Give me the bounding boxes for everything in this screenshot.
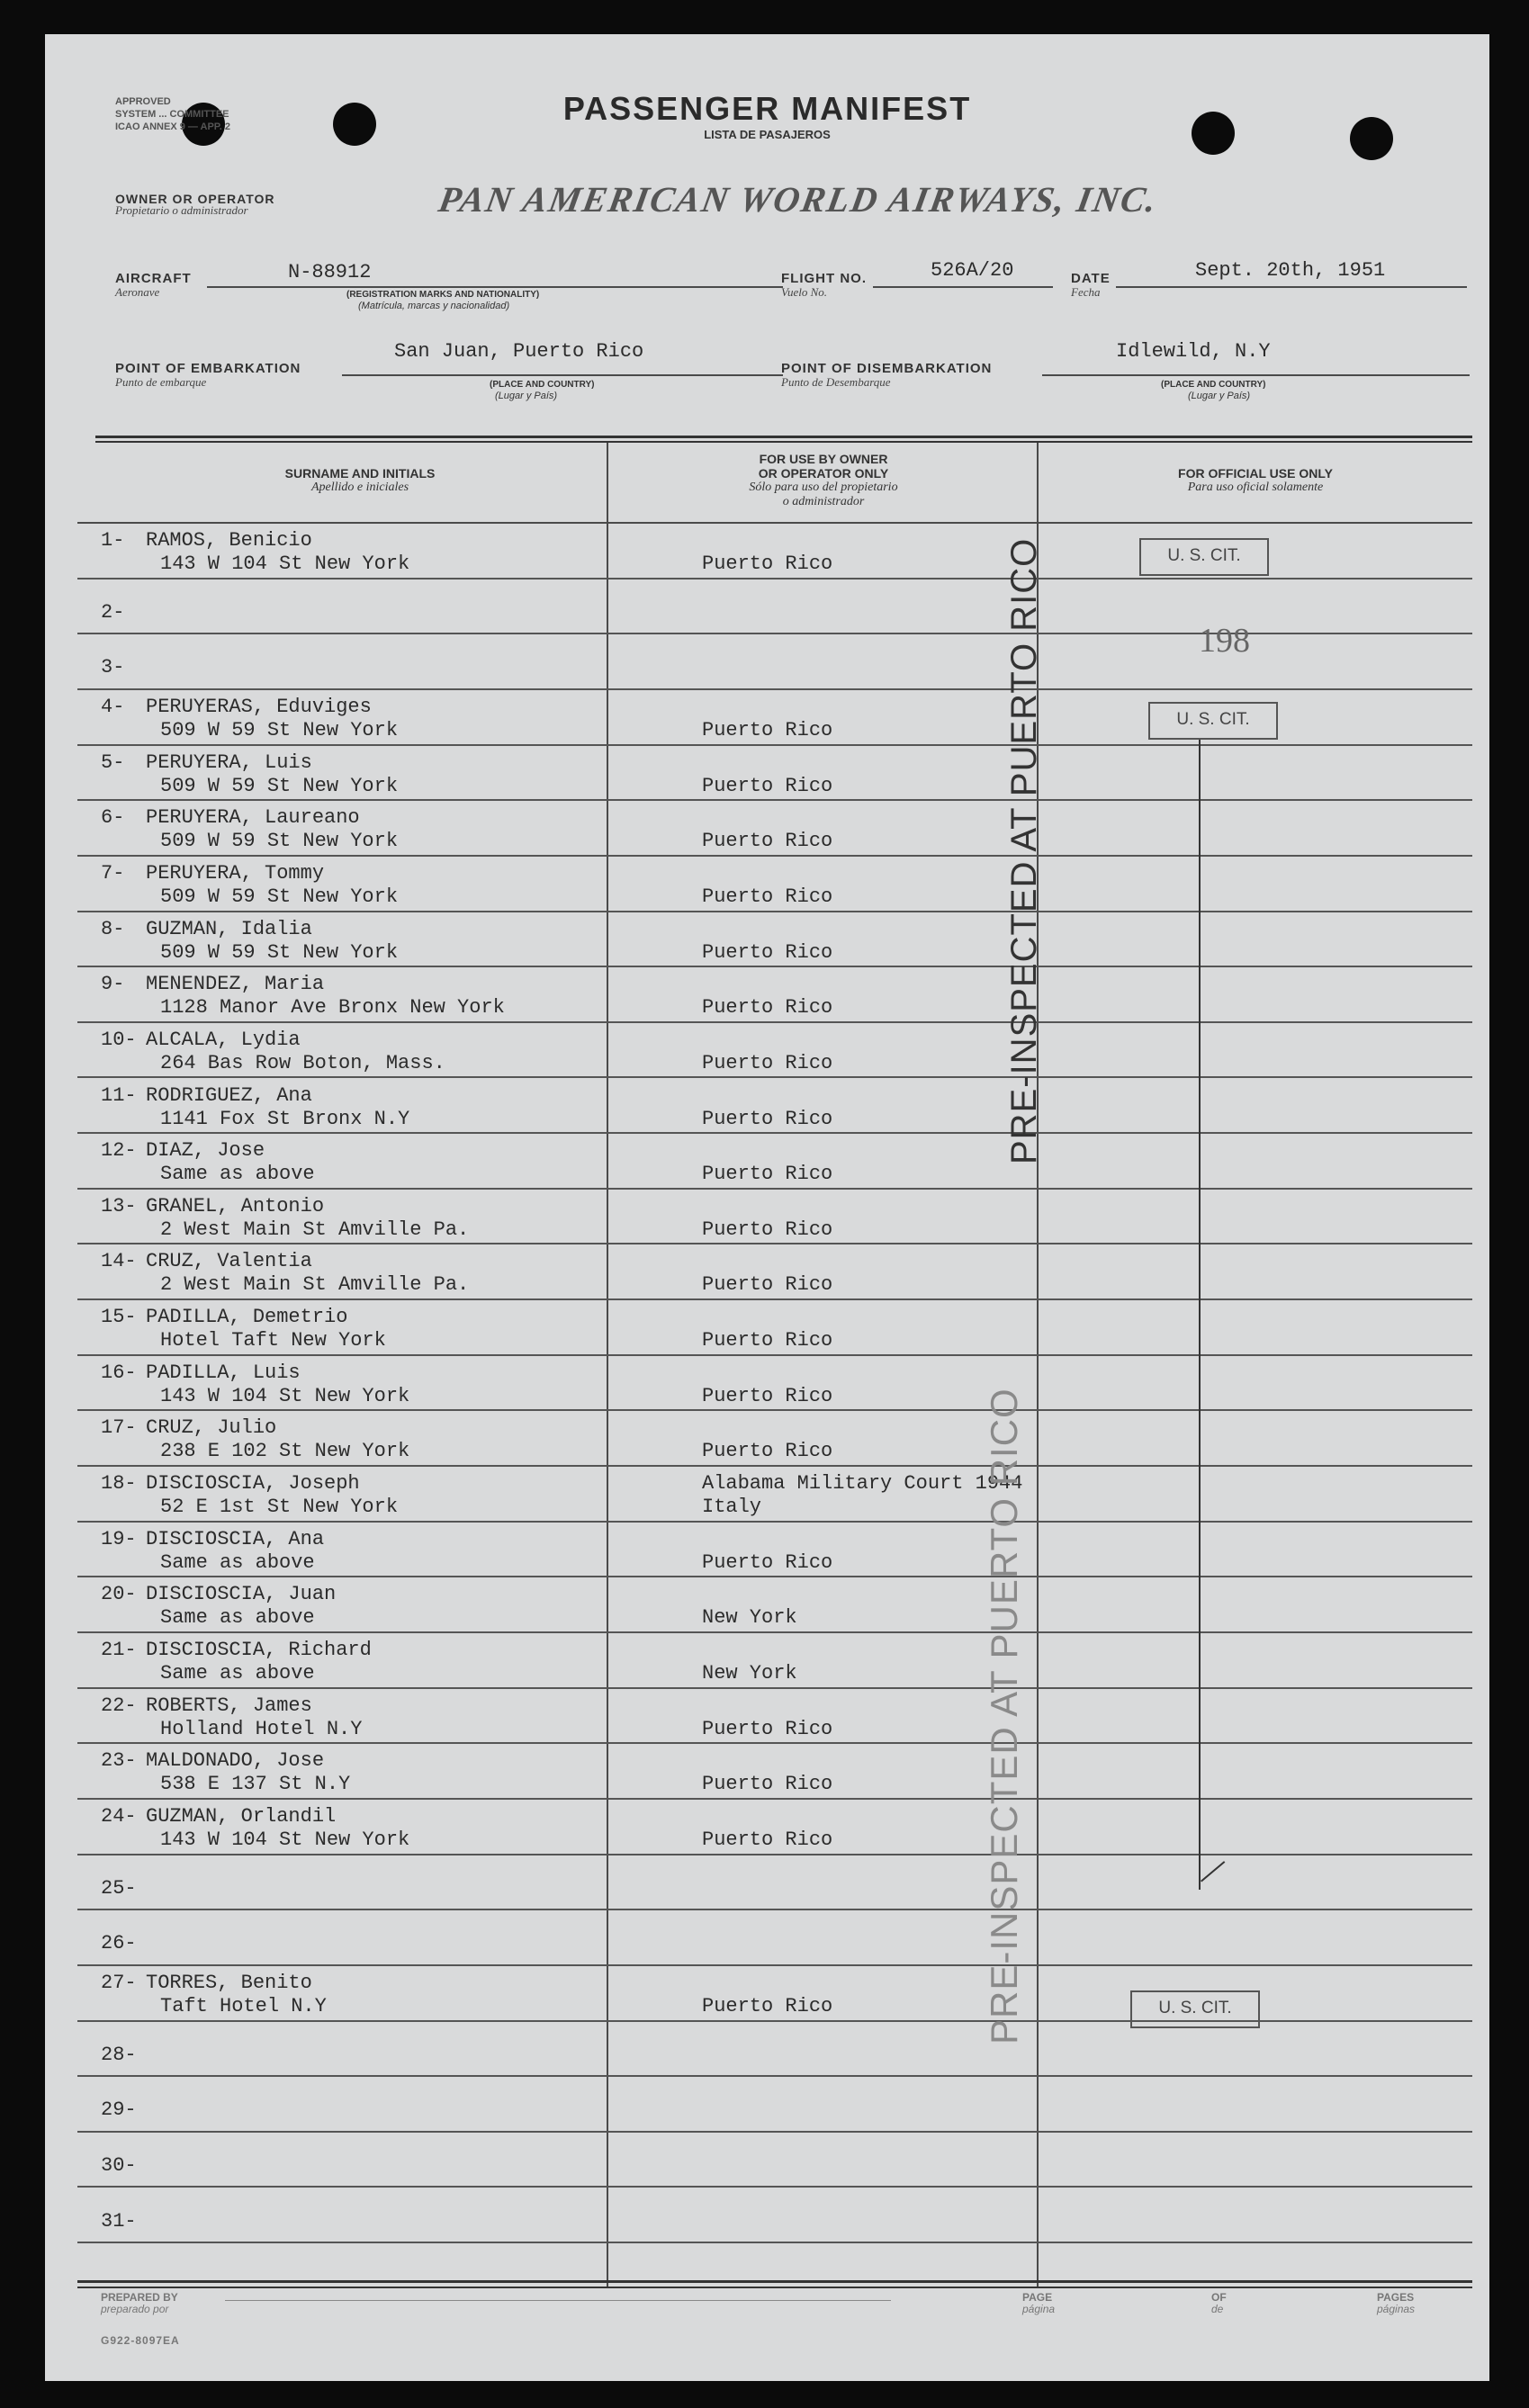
- passenger-address: 52 E 1st St New York: [160, 1496, 399, 1519]
- table-row: [45, 1244, 1489, 1300]
- disembark-value: Idlewild, N.Y: [1116, 340, 1271, 363]
- row-number: 14-: [101, 1250, 137, 1273]
- row-number: 5-: [101, 750, 125, 774]
- passenger-address: 2 West Main St Amville Pa.: [160, 1217, 470, 1241]
- passenger-address: 264 Bas Row Boton, Mass.: [160, 1051, 445, 1074]
- aircraft-rule: [207, 286, 783, 288]
- passenger-name: PERUYERA, Luis: [146, 750, 312, 774]
- us-citizen-stamp-3: U. S. CIT.: [1130, 1990, 1260, 2028]
- row-number: 12-: [101, 1139, 137, 1163]
- passenger-address: Hotel Taft New York: [160, 1329, 386, 1352]
- table-row: [45, 1190, 1489, 1245]
- passenger-name: GUZMAN, Idalia: [146, 917, 312, 940]
- surname-header-sub: Apellido e iniciales: [310, 481, 409, 494]
- page-title: PASSENGER MANIFEST: [562, 90, 972, 127]
- passenger-count: 198: [1199, 622, 1250, 660]
- passenger-address: 2 West Main St Amville Pa.: [160, 1273, 470, 1297]
- passenger-name: RAMOS, Benicio: [146, 529, 312, 552]
- embark-rule: [342, 374, 783, 376]
- row-number: 11-: [101, 1083, 137, 1107]
- row-number: 20-: [101, 1583, 137, 1606]
- pages-label: PAGES: [1377, 2291, 1415, 2304]
- passenger-address: Same as above: [160, 1606, 315, 1630]
- table-row: [45, 857, 1489, 912]
- table-row: [45, 1523, 1489, 1578]
- table-bottom-rule-1: [77, 2280, 1472, 2283]
- table-row: [45, 524, 1489, 580]
- row-number: 6-: [101, 806, 125, 830]
- passenger-address: Holland Hotel N.Y: [160, 1717, 363, 1740]
- disembark-rule: [1042, 374, 1470, 376]
- bracket-line: [1199, 740, 1201, 1890]
- row-number: 21-: [101, 1639, 137, 1661]
- table-row: [45, 1467, 1489, 1523]
- row-number: 22-: [101, 1694, 137, 1717]
- owner-use-entry: New York: [702, 1606, 797, 1630]
- approved-line-3: ICAO ANNEX 9 — APP. 2: [115, 121, 230, 132]
- passenger-name: DISCIOSCIA, Ana: [146, 1527, 325, 1550]
- table-row: [45, 1300, 1489, 1356]
- passenger-address: 509 W 59 St New York: [160, 940, 399, 964]
- of-label: OF: [1211, 2291, 1227, 2304]
- table-row: [45, 580, 1489, 635]
- passenger-name: TORRES, Benito: [146, 1971, 312, 1994]
- row-rule: [77, 2242, 1472, 2243]
- date-value: Sept. 20th, 1951: [1195, 259, 1386, 282]
- table-row: [45, 1744, 1489, 1800]
- passenger-name: GUZMAN, Orlandil: [146, 1804, 337, 1828]
- passenger-address: 509 W 59 St New York: [160, 830, 399, 853]
- passenger-address: 143 W 104 St New York: [160, 1828, 410, 1851]
- surname-header-title: SURNAME AND INITIALS: [284, 466, 436, 481]
- owner-use-entry: Puerto Rico: [702, 1440, 833, 1463]
- owner-use-entry: Puerto Rico: [702, 1051, 833, 1074]
- row-number: 2-: [101, 600, 125, 624]
- date-label: DATE: [1071, 271, 1111, 286]
- passenger-address: 509 W 59 St New York: [160, 718, 399, 741]
- preinspected-stamp-1: PRE-INSPECTED AT PUERTO RICO: [1004, 537, 1044, 1164]
- owner-label: OWNER OR OPERATOR: [115, 192, 275, 206]
- owner-use-entry: Puerto Rico: [702, 553, 833, 575]
- form-number: G922-8097EA: [101, 2334, 180, 2347]
- passenger-address: 538 E 137 St N.Y: [160, 1773, 351, 1796]
- table-row: [45, 2188, 1489, 2244]
- passenger-name: DIAZ, Jose: [146, 1139, 265, 1163]
- table-row: [45, 1356, 1489, 1412]
- passenger-address: 509 W 59 St New York: [160, 774, 399, 797]
- row-number: 23-: [101, 1749, 137, 1773]
- owner-use-entry: Puerto Rico: [702, 1163, 833, 1186]
- row-number: 15-: [101, 1306, 137, 1329]
- passenger-name: GRANEL, Antonio: [146, 1194, 325, 1217]
- row-number: 13-: [101, 1194, 137, 1217]
- passenger-address: Same as above: [160, 1662, 315, 1685]
- passenger-name: PADILLA, Demetrio: [146, 1306, 348, 1329]
- passenger-address: 143 W 104 St New York: [160, 1384, 410, 1407]
- table-row: [45, 1577, 1489, 1633]
- table-row: [45, 1411, 1489, 1467]
- passenger-name: ALCALA, Lydia: [146, 1028, 301, 1051]
- row-number: 17-: [101, 1416, 137, 1440]
- owner-use-entry: Puerto Rico: [702, 1384, 833, 1407]
- pages-sublabel: páginas: [1377, 2303, 1416, 2315]
- disembark-place-note: (PLACE AND COUNTRY): [1161, 380, 1266, 390]
- row-number: 29-: [101, 2098, 137, 2122]
- owner-use-entry: Puerto Rico: [702, 940, 833, 964]
- owner-use-entry: Puerto Rico: [702, 1107, 833, 1130]
- page-sublabel: página: [1022, 2303, 1056, 2315]
- owner-use-entry: Puerto Rico: [702, 718, 833, 741]
- passenger-address: 509 W 59 St New York: [160, 885, 399, 908]
- owner-use-entry: Alabama Military Court 1944: [702, 1472, 1023, 1496]
- embark-place-note-es: (Lugar y País): [495, 391, 558, 401]
- table-row: [45, 912, 1489, 968]
- passenger-name: RODRIGUEZ, Ana: [146, 1083, 312, 1107]
- page-label: PAGE: [1022, 2291, 1053, 2304]
- table-top-rule-2: [95, 441, 1472, 443]
- table-row: [45, 1079, 1489, 1135]
- embark-place-note: (PLACE AND COUNTRY): [490, 380, 595, 390]
- row-number: 3-: [101, 656, 125, 679]
- passenger-name: PERUYERA, Tommy: [146, 861, 325, 885]
- table-row: [45, 2133, 1489, 2188]
- passenger-name: ROBERTS, James: [146, 1694, 312, 1717]
- table-row: [45, 801, 1489, 857]
- page-subtitle: LISTA DE PASAJEROS: [704, 128, 831, 141]
- owner-use-entry: Puerto Rico: [702, 996, 833, 1020]
- table-row: [45, 967, 1489, 1023]
- row-number: 28-: [101, 2043, 137, 2066]
- table-row: [45, 746, 1489, 802]
- row-number: 18-: [101, 1472, 137, 1496]
- disembark-label: POINT OF DISEMBARKATION: [781, 361, 993, 376]
- owner-use-entry-2: Italy: [702, 1496, 762, 1519]
- of-sublabel: de: [1211, 2303, 1224, 2315]
- row-number: 26-: [101, 1932, 137, 1955]
- owner-use-entry: New York: [702, 1662, 797, 1685]
- owner-use-entry: Puerto Rico: [702, 1717, 833, 1740]
- passenger-name: PERUYERA, Laureano: [146, 806, 360, 830]
- row-number: 8-: [101, 917, 125, 940]
- table-row: [45, 1633, 1489, 1689]
- owner-use-header-sub-2: o administrador: [782, 495, 865, 508]
- owner-use-entry: Puerto Rico: [702, 1217, 833, 1241]
- table-row: [45, 1800, 1489, 1855]
- owner-use-entry: Puerto Rico: [702, 830, 833, 853]
- prepared-by-rule: [225, 2300, 891, 2301]
- aircraft-value: N-88912: [288, 261, 372, 283]
- prepared-by-label: PREPARED BY: [101, 2291, 178, 2304]
- passenger-name: MALDONADO, Jose: [146, 1749, 325, 1773]
- row-number: 4-: [101, 695, 125, 718]
- disembark-place-note-es: (Lugar y País): [1188, 391, 1251, 401]
- aircraft-sublabel: Aeronave: [115, 285, 160, 299]
- row-number: 10-: [101, 1028, 137, 1051]
- flight-sublabel: Vuelo No.: [781, 285, 828, 299]
- passenger-address: Same as above: [160, 1550, 315, 1574]
- owner-use-entry: Puerto Rico: [702, 885, 833, 908]
- us-citizen-stamp-2: U. S. CIT.: [1148, 702, 1278, 740]
- owner-use-header-title-1: FOR USE BY OWNER: [759, 452, 888, 466]
- owner-use-entry: Puerto Rico: [702, 1773, 833, 1796]
- table-row: [45, 1023, 1489, 1079]
- row-number: 19-: [101, 1527, 137, 1550]
- preinspected-stamp-2: PRE-INSPECTED AT PUERTO RICO: [983, 1388, 1025, 2044]
- owner-use-entry: Puerto Rico: [702, 1828, 833, 1851]
- row-number: 27-: [101, 1971, 137, 1994]
- owner-use-header-title-2: OR OPERATOR ONLY: [758, 466, 889, 481]
- passenger-name: PADILLA, Luis: [146, 1361, 301, 1384]
- operator-name: PAN AMERICAN WORLD AIRWAYS, INC.: [436, 179, 1162, 220]
- aircraft-label: AIRCRAFT: [115, 271, 192, 286]
- passenger-name: CRUZ, Valentia: [146, 1250, 312, 1273]
- date-sublabel: Fecha: [1071, 285, 1101, 299]
- owner-use-entry: Puerto Rico: [702, 1273, 833, 1297]
- official-use-header-title: FOR OFFICIAL USE ONLY: [1178, 466, 1333, 481]
- table-row: [45, 1689, 1489, 1745]
- passenger-address: 143 W 104 St New York: [160, 553, 410, 575]
- owner-use-header-sub-1: Sólo para uso del propietario: [749, 481, 898, 494]
- disembark-sublabel: Punto de Desembarque: [781, 375, 891, 389]
- approved-line-1: APPROVED: [115, 96, 171, 107]
- passenger-name: MENENDEZ, Maria: [146, 973, 325, 996]
- row-number: 31-: [101, 2209, 137, 2233]
- table-row: [45, 1910, 1489, 1966]
- owner-sublabel: Propietario o administrador: [115, 203, 248, 217]
- row-number: 30-: [101, 2153, 137, 2177]
- prepared-by-sublabel: preparado por: [101, 2303, 169, 2315]
- table-top-rule-1: [95, 436, 1472, 438]
- owner-use-entry: Puerto Rico: [702, 1994, 833, 2017]
- date-rule: [1116, 286, 1467, 288]
- row-number: 7-: [101, 861, 125, 885]
- manifest-sheet: [45, 34, 1489, 2381]
- table-row: [45, 1855, 1489, 1911]
- official-use-header-sub: Para uso oficial solamente: [1187, 481, 1324, 494]
- us-citizen-stamp-1: U. S. CIT.: [1139, 538, 1269, 576]
- table-row: [45, 2077, 1489, 2133]
- flight-rule: [873, 286, 1053, 288]
- table-bottom-rule-2: [77, 2287, 1472, 2288]
- aircraft-note: (REGISTRATION MARKS AND NATIONALITY): [346, 290, 540, 300]
- passenger-name: DISCIOSCIA, Richard: [146, 1639, 372, 1661]
- owner-use-entry: Puerto Rico: [702, 774, 833, 797]
- passenger-address: Same as above: [160, 1163, 315, 1186]
- table-row: [45, 634, 1489, 690]
- passenger-address: Taft Hotel N.Y: [160, 1994, 327, 2017]
- passenger-name: CRUZ, Julio: [146, 1416, 277, 1440]
- passenger-address: 1128 Manor Ave Bronx New York: [160, 996, 505, 1020]
- row-number: 16-: [101, 1361, 137, 1384]
- row-number: 1-: [101, 529, 125, 552]
- flight-label: FLIGHT NO.: [781, 271, 867, 286]
- embark-value: San Juan, Puerto Rico: [394, 340, 644, 363]
- table-row: [45, 1134, 1489, 1190]
- row-number: 24-: [101, 1804, 137, 1828]
- aircraft-note-es: (Matrícula, marcas y nacionalidad): [358, 301, 510, 311]
- passenger-name: DISCIOSCIA, Joseph: [146, 1472, 360, 1496]
- row-number: 25-: [101, 1876, 137, 1900]
- owner-use-entry: Puerto Rico: [702, 1550, 833, 1574]
- approved-line-2: SYSTEM ... COMMITTEE: [115, 109, 229, 120]
- table-row: [45, 1966, 1489, 2022]
- passenger-address: 238 E 102 St New York: [160, 1440, 410, 1463]
- embark-sublabel: Punto de embarque: [115, 375, 207, 389]
- table-row: [45, 2022, 1489, 2078]
- passenger-name: DISCIOSCIA, Juan: [146, 1583, 337, 1606]
- column-header-official-use: [1044, 466, 1467, 495]
- embark-label: POINT OF EMBARKATION: [115, 361, 301, 376]
- column-header-surname: [126, 466, 594, 495]
- row-number: 9-: [101, 973, 125, 996]
- passenger-address: 1141 Fox St Bronx N.Y: [160, 1107, 410, 1130]
- owner-use-entry: Puerto Rico: [702, 1329, 833, 1352]
- passenger-name: PERUYERAS, Eduviges: [146, 695, 372, 718]
- flight-value: 526A/20: [931, 259, 1014, 282]
- column-header-owner-use: [621, 452, 1026, 509]
